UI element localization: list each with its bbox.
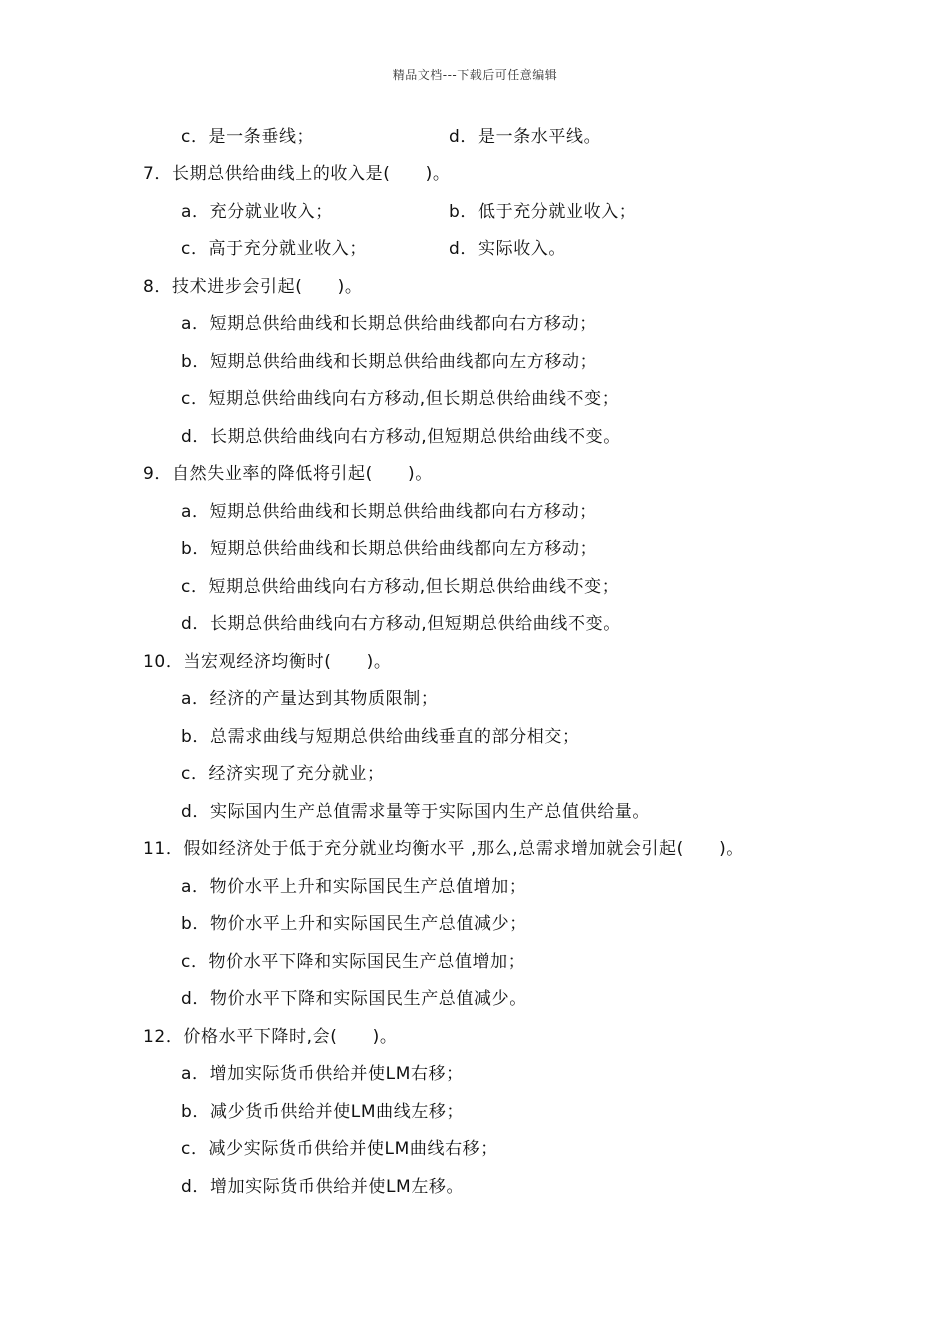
option-12a: a．增加实际货币供给并使LM右移； — [181, 1064, 464, 1084]
option-11a: a．物价水平上升和实际国民生产总值增加； — [181, 877, 527, 897]
option-7b: b．低于充分就业收入； — [449, 202, 637, 222]
option-10d: d．实际国内生产总值需求量等于实际国内生产总值供给量。 — [181, 802, 650, 822]
question-8: 8．技术进步会引起( )。 — [143, 277, 363, 297]
option-11b: b．物价水平上升和实际国民生产总值减少； — [181, 914, 527, 934]
option-9c: c．短期总供给曲线向右方移动,但长期总供给曲线不变； — [181, 577, 620, 597]
option-11c: c．物价水平下降和实际国民生产总值增加； — [181, 952, 526, 972]
option-9a: a．短期总供给曲线和长期总供给曲线都向右方移动； — [181, 502, 597, 522]
option-8b: b．短期总供给曲线和长期总供给曲线都向左方移动； — [181, 352, 598, 372]
option-10a: a．经济的产量达到其物质限制； — [181, 689, 439, 709]
question-12: 12．价格水平下降时,会( )。 — [143, 1027, 398, 1047]
page-header: 精品文档---下载后可任意编辑 — [392, 68, 558, 82]
option-12b: b．减少货币供给并使LM曲线左移； — [181, 1102, 465, 1122]
option-7a: a．充分就业收入； — [181, 202, 333, 222]
option-9b: b．短期总供给曲线和长期总供给曲线都向左方移动； — [181, 539, 598, 559]
option-6d: d．是一条水平线。 — [449, 127, 602, 147]
option-12c: c．减少实际货币供给并使LM曲线右移； — [181, 1139, 498, 1159]
question-9: 9．自然失业率的降低将引起( )。 — [143, 464, 433, 484]
option-8c: c．短期总供给曲线向右方移动,但长期总供给曲线不变； — [181, 389, 620, 409]
option-10c: c．经济实现了充分就业； — [181, 764, 385, 784]
option-9d: d．长期总供给曲线向右方移动,但短期总供给曲线不变。 — [181, 614, 621, 634]
option-7c: c．高于充分就业收入； — [181, 239, 367, 259]
option-12d: d．增加实际货币供给并使LM左移。 — [181, 1177, 465, 1197]
option-8a: a．短期总供给曲线和长期总供给曲线都向右方移动； — [181, 314, 597, 334]
question-11: 11．假如经济处于低于充分就业均衡水平 ,那么,总需求增加就会引起( )。 — [143, 839, 744, 859]
option-7d: d．实际收入。 — [449, 239, 566, 259]
option-6c: c．是一条垂线； — [181, 127, 315, 147]
option-10b: b．总需求曲线与短期总供给曲线垂直的部分相交； — [181, 727, 580, 747]
question-7: 7．长期总供给曲线上的收入是( )。 — [143, 164, 451, 184]
question-10: 10．当宏观经济均衡时( )。 — [143, 652, 392, 672]
option-11d: d．物价水平下降和实际国民生产总值减少。 — [181, 989, 527, 1009]
option-8d: d．长期总供给曲线向右方移动,但短期总供给曲线不变。 — [181, 427, 621, 447]
